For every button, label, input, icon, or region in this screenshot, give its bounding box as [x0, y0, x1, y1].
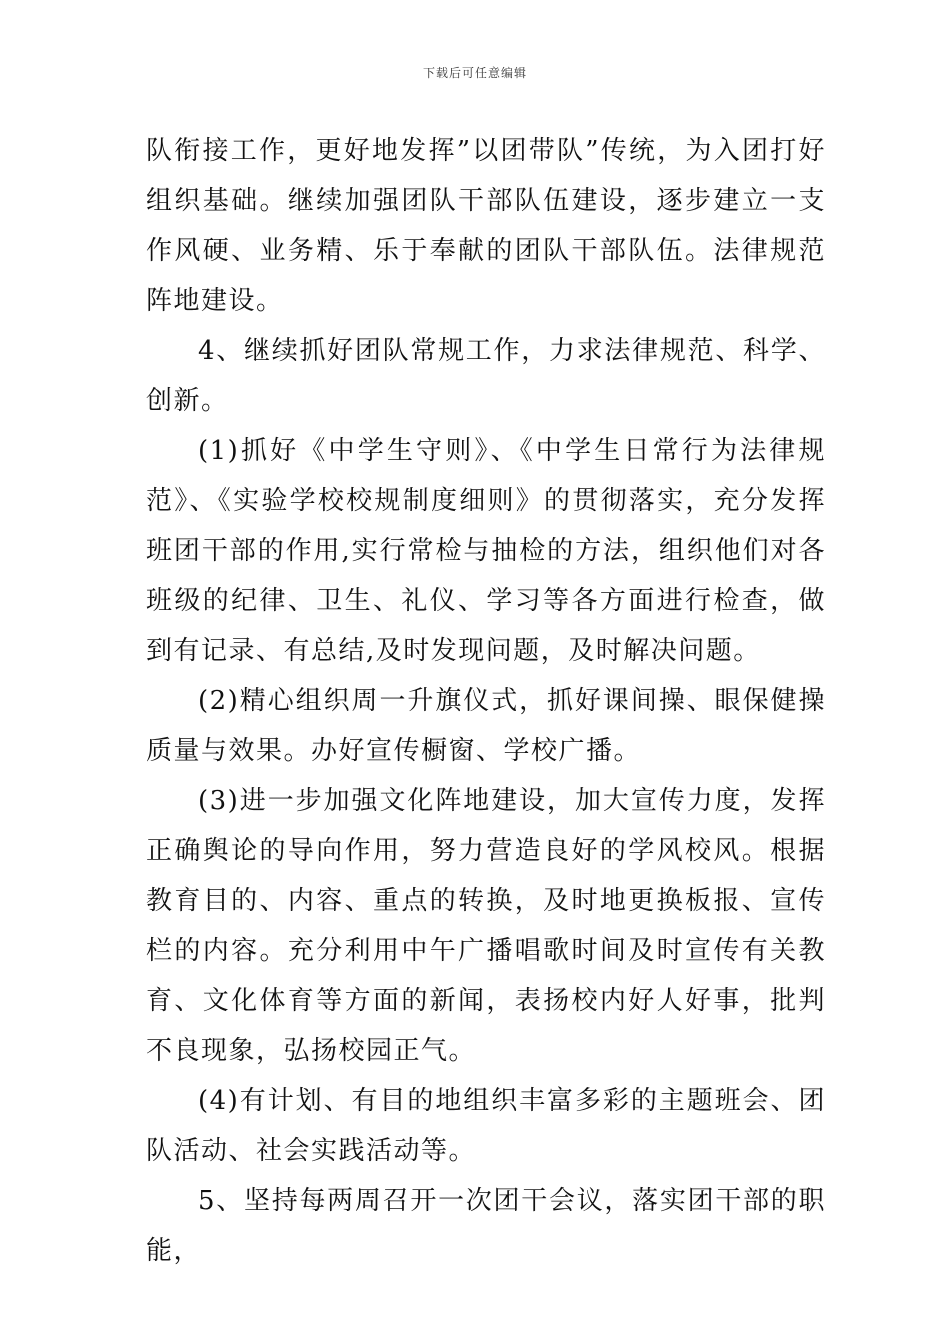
document-body: [146, 126, 826, 1276]
paragraph-2: 4、继续抓好团队常规工作，力求法律规范、科学、创新。: [146, 336, 826, 416]
paragraph-7: 5、坚持每两周召开一次团干会议，落实团干部的职能，: [146, 1186, 826, 1266]
paragraph-4: (2)精心组织周一升旗仪式，抓好课间操、眼保健操质量与效果。办好宣传橱窗、学校广播。: [146, 686, 826, 766]
paragraph-6: (4)有计划、有目的地组织丰富多彩的主题班会、团队活动、社会实践活动等。: [146, 1086, 826, 1166]
paragraph-5: (3)进一步加强文化阵地建设，加大宣传力度，发挥正确舆论的导向作用，努力营造良好的学风校风。根据教育目的、内容、重点的转换，及时地更换板报、宣传栏的内容。充分利用中午广播唱歌时间及时宣传有关教育、文化体育等方面的新闻，表扬校内好人好事，批判不良现象，弘扬校园正气。: [146, 786, 826, 1066]
paragraph-1: 队衔接工作，更好地发挥”以团带队”传统，为入团打好组织基础。继续加强团队干部队伍建设，逐步建立一支作风硬、业务精、乐于奉献的团队干部队伍。法律规范阵地建设。: [146, 136, 826, 316]
page-header: 下载后可任意编辑: [422, 66, 527, 80]
paragraph-3: (1)抓好《中学生守则》、《中学生日常行为法律规范》、《实验学校校规制度细则》的贯彻落实，充分发挥班团干部的作用,实行常检与抽检的方法，组织他们对各班级的纪律、卫生、礼仪、学习等各方面进行检查，做到有记录、有总结,及时发现问题，及时解决问题。: [146, 436, 826, 666]
